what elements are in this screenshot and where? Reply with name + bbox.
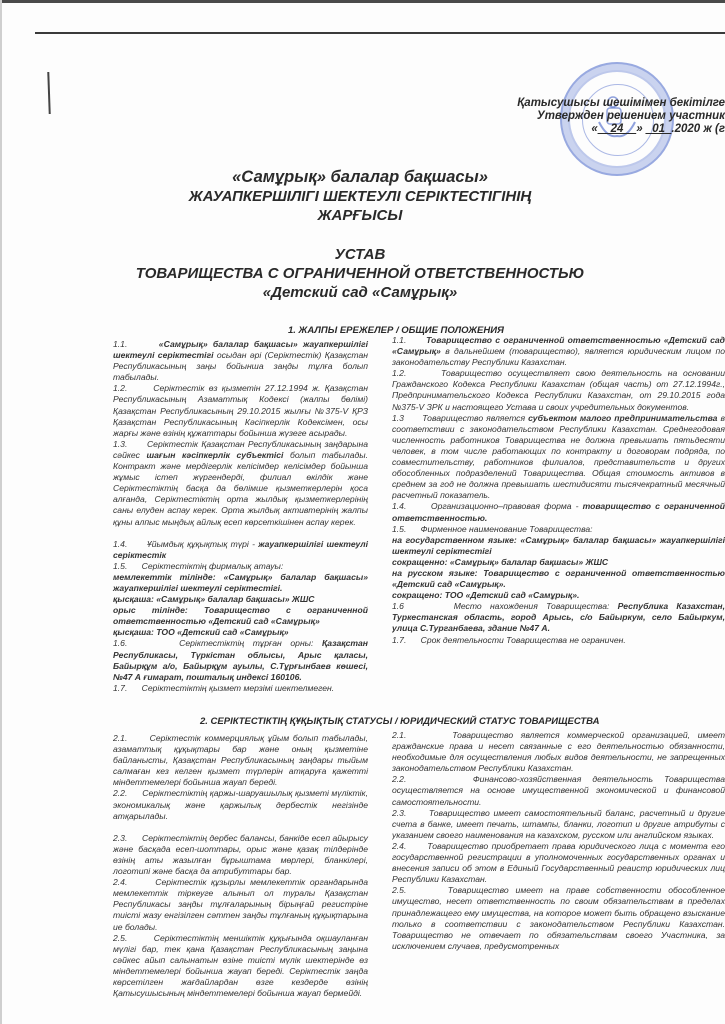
clause-text: в дальнейшем (товарищество), является юридическим лицом по законодательству Республики Казахстан. xyxy=(392,346,725,368)
clause-paragraph xyxy=(113,339,368,383)
clause-paragraph xyxy=(392,841,725,885)
clause-paragraph xyxy=(113,561,368,572)
clause-text: Ұйымдық құқықтық түрі - xyxy=(146,538,259,549)
clause-bold-text: товарищество с ограниченной ответственностью. xyxy=(392,501,725,523)
clause-text: Товарищество имеет на праве собственности обособленное имущество, несет ответственность по своим обязательствам в пределах принадлежащего ему имущества, на которое может быть обращено взыскание только в соответствии с законодательством Республики Казахстан. Товарищество не отвечает по обязательствам своего Участника, за исключением случаев, предусмотренных xyxy=(392,885,725,951)
clause-paragraph xyxy=(392,774,725,807)
approval-date xyxy=(465,123,725,136)
clause-text: Срок деятельности Товарищества не ограничен. xyxy=(420,634,626,645)
clause-paragraph xyxy=(392,635,725,646)
clause-number: 1.7. xyxy=(392,634,421,645)
clause-bold-text: Товарищество с ограниченной ответственностью «Детский сад «Самұрық» xyxy=(392,335,725,357)
clause-number: 2.5. xyxy=(113,932,154,943)
clause-text: Серіктестіктің фирмалық атауы: xyxy=(141,560,284,571)
clause-text: Серіктестіктің дербес балансы, банкіде есеп айырысу және басқада есеп-шоттары, орыс және қазақ тілдерінде өзінің аты жазылған бұрыштама мөрлері, бланкілері, логотипі және басқа да атрибуттары бар. xyxy=(113,832,368,877)
section-2-kazakh-column xyxy=(113,733,368,999)
clause-paragraph xyxy=(113,539,368,561)
title-kz-name: «Самұрық» балалар бақшасы» xyxy=(232,168,488,186)
clause-paragraph xyxy=(113,572,368,594)
clause-text: Серіктестік өз қызметін 27.12.1994 ж. Қазақстан Республикасының Азаматтық Кодексі (жалпы бөлімі) Қазақстан Республикасының 29.10.2015 жылғы №375-V ҚРЗ Қазақстан Республикасының Кәсіпкерлік Кодексімен, осы жарғы және өзінің құжаттары бойынша жүзеге асырады. xyxy=(113,383,368,438)
clause-number: 1.2. xyxy=(113,383,154,394)
clause-paragraph xyxy=(113,788,368,821)
clause-number: 2.1. xyxy=(113,733,150,743)
clause-bold-text: шағын кәсіпкерлік субъектісі xyxy=(146,449,284,460)
clause-paragraph xyxy=(113,439,368,528)
section-2-russian-column xyxy=(392,730,725,952)
document-title xyxy=(110,168,610,302)
clause-bold-text: орыс тілінде: Товарищество с ограниченной ответственностью «Детский сад «Самұрық» xyxy=(113,605,368,627)
paragraph-gap xyxy=(113,528,368,539)
clause-text: Организационно–правовая форма - xyxy=(430,501,583,512)
clause-paragraph xyxy=(113,833,368,877)
date-close-quote: » xyxy=(636,123,646,135)
page-fold-line xyxy=(35,32,725,34)
pen-mark xyxy=(47,72,50,114)
clause-number: 1.3 xyxy=(392,412,423,423)
clause-text: болып табылады. Контракт және мердігерлік келісімдер келісімдер бойынша жұмыс істеп жүргендерді, филиал өкілдік және Серіктестіктің басқа да бөлімше қызметкерлерін қоса алғанда, Серіктестіктің орта жылдық қызметкерлерінің саны елуден аспау керек. Орта жылдық активтерінің жалпы құны алпыс мыңдық айлық есеп көрсеткішінен аспау керек. xyxy=(113,449,368,527)
section-2-heading: 2. СЕРІКТЕСТІКТІҢ ҚҰҚЫҚТЫҚ СТАТУСЫ / ЮРИДИЧЕСКИЙ СТАТУС ТОВАРИЩЕСТВА xyxy=(200,716,600,727)
clause-text: Товарищество является xyxy=(422,412,529,423)
clause-text: Серіктестіктің тұрған орны: xyxy=(179,638,323,649)
clause-text: Серіктестіктің меншіктік құқығында оқшауланған мүлігі бар, тек қана Қазақстан Республикасының заңына сәйкес айып салынатын өзіне тиісті мүлік шектерінде өз міндеттемелері бойынша жауап береді. Серіктестік заңда көрсетілген жағдайлардан өзге кездерде өзінің Қатысушысының міндеттемелері бойынша жауап бермейді. xyxy=(113,932,368,999)
clause-text: Товарищество приобретает права юридического лица с момента его государственной регистрации в уполномоченных государственных органах и внесения записи об этом в Единый Государственный реаистр юридических лиц Республики Казахстан. xyxy=(392,840,725,885)
clause-number: 2.2. xyxy=(392,774,473,785)
clause-text: Серіктестік коммерциялық ұйым болып табылады, азаматтық құқықтары бар және оның қызметіне байланысты, Қазақстан Республикасының заңдары тыйым салмаған кез келген қызмет түрлерін атқаруға қажетті міндеттемелері бойынша жауап береді. xyxy=(113,733,368,788)
clause-paragraph xyxy=(113,594,368,605)
clause-paragraph xyxy=(113,683,368,694)
title-kz-type: ЖАУАПКЕРШІЛІГІ ШЕКТЕУЛІ СЕРІКТЕСТІГІНІҢ xyxy=(188,188,532,205)
clause-number: 1.2. xyxy=(392,368,442,379)
date-open-quote: « xyxy=(591,123,598,135)
section-1-kazakh-column xyxy=(113,339,368,694)
clause-paragraph xyxy=(392,730,725,774)
clause-bold-text: қысқаша: ТОО «Детский сад «Самұрық» xyxy=(113,627,289,638)
clause-paragraph xyxy=(392,590,725,601)
clause-text: Место нахождения Товарищества: xyxy=(453,601,618,612)
title-ru-doc: УСТАВ xyxy=(334,246,386,263)
clause-paragraph xyxy=(392,368,725,412)
title-ru-name: «Детский сад «Самұрық» xyxy=(262,284,458,301)
clause-text: осыдан әрі (Серіктестік) Қазақстан Республикасының заңы бойынша заңды тұлға болып табылады. xyxy=(113,350,368,383)
clause-text: Серіктестіктің қызмет мерзімі шектелмеген. xyxy=(141,682,335,693)
clause-paragraph xyxy=(392,808,725,841)
clause-number: 2.2. xyxy=(113,788,143,799)
clause-paragraph xyxy=(392,535,725,557)
clause-number: 1.1. xyxy=(392,335,427,345)
clause-number: 2.4. xyxy=(392,840,428,851)
clause-number: 1.6 xyxy=(392,601,454,612)
clause-paragraph xyxy=(113,627,368,638)
clause-number: 2.1. xyxy=(392,730,453,740)
clause-bold-text: на русском языке: Товарищество с ограниченной ответственностью «Детский сад «Самұрық». xyxy=(392,567,725,590)
clause-paragraph xyxy=(113,605,368,627)
clause-paragraph xyxy=(392,601,725,634)
title-kz-doc: ЖАРҒЫСЫ xyxy=(317,207,403,224)
clause-paragraph xyxy=(392,885,725,952)
scan-left-edge xyxy=(0,0,2,1024)
clause-paragraph xyxy=(392,524,725,535)
clause-bold-text: Республика Казахстан, Туркестанская область, город Арысь, с/о Байыркум, село Байыркум, улица С.Турганбаева, здание №47 А. xyxy=(392,601,725,634)
section-1-heading: 1. ЖАЛПЫ ЕРЕЖЕЛЕР / ОБЩИЕ ПОЛОЖЕНИЯ xyxy=(288,325,504,336)
scan-top-edge xyxy=(0,0,725,3)
approval-note xyxy=(465,97,725,136)
date-day: __24__ xyxy=(597,123,637,135)
clause-paragraph xyxy=(113,383,368,438)
clause-paragraph xyxy=(392,568,725,590)
clause-bold-text: сокращено: ТОО «Детский сад «Самұрық». xyxy=(392,590,580,601)
clause-number: 1.5. xyxy=(392,523,421,534)
clause-number: 2.3. xyxy=(392,807,429,818)
clause-paragraph xyxy=(113,733,368,788)
clause-bold-text: қысқаша: «Самұрық» балалар бақшасы» ЖШС xyxy=(113,594,315,605)
clause-paragraph xyxy=(113,877,368,932)
clause-bold-text: Қазақстан Республикасы, Түркістан облысы, Арыс қаласы, Байырқұм а/о, Байырқұм ауылы, С.Тұрғынбаев көшесі, №47 А ғимарат, пошталық индексі 160106. xyxy=(113,638,368,682)
approval-line-ru: Утвержден решением участник xyxy=(536,110,725,122)
clause-bold-text: сокращенно: «Самұрық» балалар бақшасы» ЖШС xyxy=(392,556,609,567)
date-year: .2020 ж (г xyxy=(671,123,725,135)
clause-number: 1.1. xyxy=(113,339,159,349)
clause-text: Товарищество является коммерческой организацией, имеет гражданские права и несет связанные с его деятельностью обязанности, необходимые для осуществления любых видов деятельности, не запрещенных законодательством Республики Казахстан. xyxy=(392,730,725,774)
clause-number: 1.7. xyxy=(113,682,142,693)
clause-text: Товарищество осуществляет свою деятельность на основании Гражданского Кодекса Республики Казахстан (общая часть) от 27.12.1994г., Предпринимательского Кодекса Республики Казахстан, от 29.10.2015 года №375-V ЗРК и настоящего Устава и своих учредительных документов. xyxy=(392,368,725,412)
clause-number: 1.4. xyxy=(392,501,431,512)
clause-text: Фирменное наименование Товарищества: xyxy=(420,523,593,534)
clause-text: Серіктестік Қазақстан Республикасының заңдарына сәйкес xyxy=(113,438,368,460)
clause-number: 2.3. xyxy=(113,832,142,843)
clause-number: 1.6. xyxy=(113,638,180,649)
clause-bold-text: мемлекеттік тілінде: «Самұрық» балалар бақшасы» жауапкершілігі шектеулі серіктестігі. xyxy=(113,571,368,593)
clause-bold-text: на государственном языке: «Самұрық» балалар бақшасы» жауапкершілігі шектеулі серіктестігі xyxy=(392,534,725,556)
clause-paragraph xyxy=(113,638,368,682)
clause-text: Серіктестіктің қаржы-шаруашылық қызметі мүліктік, экономикалық және қаржылық дербестік негізінде атқарылады. xyxy=(113,788,368,821)
clause-bold-text: жауапкершілігі шектеулі серіктестік xyxy=(113,538,368,560)
clause-bold-text: субъектом малого предпринимательства xyxy=(528,412,718,423)
clause-bold-text: «Самұрық» балалар бақшасы» жауапкершілігі шектеулі серіктестігі xyxy=(113,339,368,361)
clause-text: Финансово-хозяйственная деятельность Товарищества осуществляется на основе имущественной экономической и финансовой самостоятельности. xyxy=(392,774,725,807)
clause-text: Товарищество имеет самостоятельный баланс, расчетный и другие счета в банке, имеет печать, штампы, бланки, логотип и другие атрибуты с указанием своего наименования на казахском, русском или английском языках. xyxy=(392,807,725,840)
clause-paragraph xyxy=(392,413,725,502)
date-month: _01_ xyxy=(645,123,672,135)
clause-number: 1.4. xyxy=(113,538,147,549)
clause-number: 1.5. xyxy=(113,560,142,571)
clause-number: 2.4. xyxy=(113,877,156,888)
paragraph-gap xyxy=(113,822,368,833)
clause-text: Серіктестік құзырлы мемлекеттік органдарында мемлекеттік тіркеуге алынып ол туралы Қазақстан Республикасы заңды тұлғаларының бірыңғай регистріне тиісті жазу енгізілген сәттен заңды тұлғаның құқықтарына ие болады. xyxy=(113,877,368,932)
clause-number: 1.3. xyxy=(113,438,147,449)
clause-paragraph xyxy=(392,501,725,523)
clause-number: 2.5. xyxy=(392,885,448,896)
section-1-russian-column xyxy=(392,335,725,646)
clause-text: в соответствии с законодательством Республики Казахстан. Среднегодовая численность работников Товарищества не должна превышать пятьдесяти человек, в том числе работающих по контракту и договорам подряда, по совместительству, работников филиалов, представительств и других обособленных подразделений Товарищества. Общая стоимость активов в среднем за год не должна превышать шестидисяти тысячекратный месячный расчетный показатель. xyxy=(392,412,725,501)
approval-line-kz: Қатысушысы шешімімен бекітілге xyxy=(517,97,725,109)
clause-paragraph xyxy=(113,933,368,1000)
clause-paragraph xyxy=(392,557,725,568)
clause-paragraph xyxy=(392,335,725,368)
title-ru-type: ТОВАРИЩЕСТВА С ОГРАНИЧЕННОЙ ОТВЕТСТВЕННОСТЬЮ xyxy=(135,265,585,282)
